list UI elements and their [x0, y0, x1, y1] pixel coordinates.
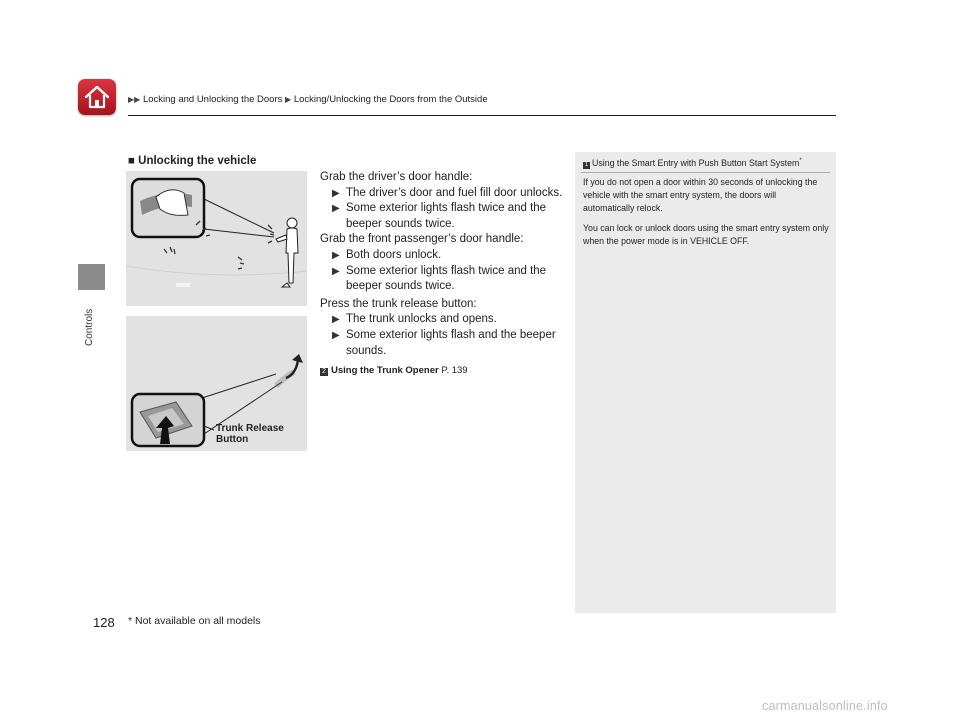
- note-body: [583, 176, 829, 255]
- breadcrumb-separator: ▶: [285, 95, 292, 104]
- result-text: The trunk unlocks and opens.: [346, 313, 497, 326]
- result-text: Both doors unlock.: [346, 248, 442, 261]
- note-title: [583, 158, 802, 169]
- chapter-tab[interactable]: [78, 264, 105, 290]
- watermark: carmanualsonline.info: [762, 699, 888, 713]
- instruction-passenger: Grab the front passenger’s door handle:: [320, 233, 524, 246]
- arrow-icon: ▶: [332, 249, 340, 261]
- breadcrumb-current: Locking/Unlocking the Doors from the Outside: [293, 94, 488, 105]
- note-paragraph: If you do not open a door within 30 seconds of unlocking the vehicle with the smart entry system, the doors will automatically relock.: [583, 177, 818, 213]
- result-text: Some exterior lights flash twice and the beeper sounds twice.: [346, 264, 547, 293]
- chapter-label: Controls: [84, 308, 95, 346]
- cross-reference-link[interactable]: [320, 363, 570, 379]
- arrow-icon: ▶: [332, 203, 340, 215]
- instruction-result: [320, 328, 570, 359]
- note-divider: [581, 172, 830, 173]
- instructions: [320, 170, 570, 379]
- home-button[interactable]: [78, 79, 116, 115]
- breadcrumb-separator: ▶▶: [128, 95, 141, 104]
- instruction-trunk: Press the trunk release button:: [320, 297, 477, 310]
- trunk-release-button-label: [216, 423, 284, 445]
- figure-label-line: Trunk Release: [216, 423, 284, 434]
- arrow-icon: ▶: [332, 187, 340, 199]
- side-note: [575, 152, 836, 613]
- breadcrumb: [128, 94, 488, 105]
- arrow-icon: ▶: [332, 265, 340, 277]
- result-text: Some exterior lights flash twice and the beeper sounds twice.: [346, 202, 547, 230]
- reference-title: Using the Trunk Opener: [331, 365, 439, 377]
- instruction-result: [320, 248, 570, 264]
- reference-icon: 2: [320, 368, 328, 376]
- door-handle-illustration: [126, 171, 307, 306]
- reference-page: P. 139: [441, 365, 468, 377]
- instruction-result: [320, 201, 570, 232]
- page-number: 128: [93, 615, 115, 630]
- result-text: The driver’s door and fuel fill door unlocks.: [346, 186, 563, 199]
- instruction-result: [320, 264, 570, 295]
- breadcrumb-link-locking[interactable]: Locking and Unlocking the Doors: [142, 94, 283, 105]
- instruction-driver: Grab the driver’s door handle:: [320, 171, 473, 183]
- header-divider: [128, 115, 836, 116]
- note-paragraph: You can lock or unlock doors using the smart entry system only when the power mode is in VEHICLE OFF.: [583, 223, 829, 246]
- arrow-icon: ▶: [332, 329, 340, 341]
- result-text: Some exterior lights flash and the beeper sounds.: [346, 328, 556, 357]
- home-icon: [83, 83, 111, 111]
- instruction-result: [320, 186, 570, 202]
- arrow-icon: ▶: [332, 314, 340, 326]
- section-title: ■ Unlocking the vehicle: [128, 155, 257, 167]
- footnote: * Not available on all models: [128, 615, 261, 627]
- footnote-star: *: [799, 158, 802, 165]
- note-marker-icon: 1: [584, 162, 589, 168]
- note-title-text: Using the Smart Entry with Push Button Start System: [592, 158, 800, 168]
- instruction-result: [320, 312, 570, 328]
- figure-label-line: Button: [216, 434, 249, 445]
